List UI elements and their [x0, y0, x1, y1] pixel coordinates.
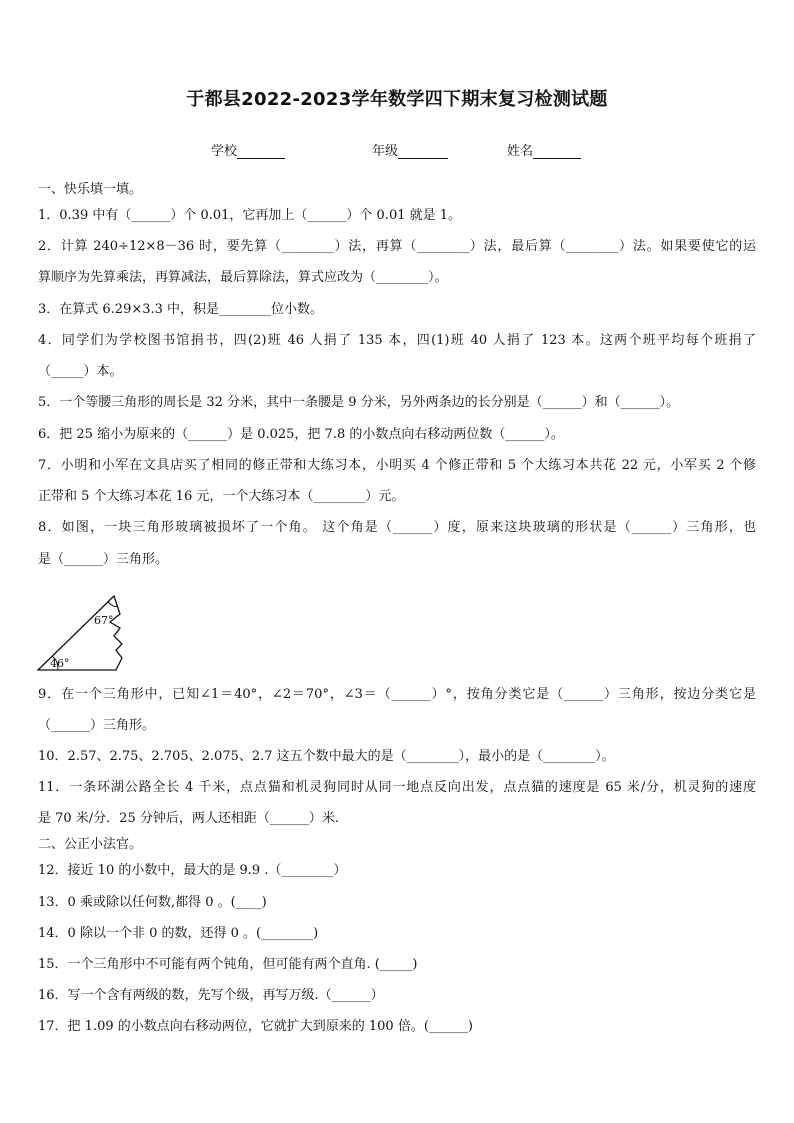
- school-label: 学校: [211, 144, 238, 159]
- top-angle-label: 67°: [94, 614, 114, 627]
- question-16: 16．写一个含有两级的数，先写个级，再写万级.（______）: [38, 988, 384, 1003]
- page-title: 于都县2022-2023学年数学四下期末复习检测试题: [186, 89, 608, 110]
- question-11-line-2: 是 70 米/分．25 分钟后，两人还相距（______）米.: [38, 811, 339, 826]
- question-13: 13．0 乘或除以任何数,都得 0 。(____): [38, 895, 267, 910]
- grade-label: 年级: [372, 144, 399, 159]
- name-field: [507, 140, 581, 159]
- name-label: 姓名: [507, 144, 534, 159]
- question-7-line-1: 7．小明和小军在文具店买了相同的修正带和大练习本，小明买 4 个修正带和 5 个大练习本共花 22 元，小军买 2 个修: [38, 458, 756, 473]
- question-15: 15．一个三角形中不可能有两个钝角，但可能有两个直角. (_____): [38, 957, 418, 972]
- question-4-line-1: 4．同学们为学校图书馆捐书，四(2)班 46 人捐了 135 本，四(1)班 40 人捐了 123 本。这两个班平均每个班捐了: [38, 333, 756, 348]
- name-blank[interactable]: [533, 144, 581, 159]
- question-9-line-2: （______）三角形。: [38, 718, 156, 733]
- section-1-heading: 一、快乐填一填。: [38, 182, 143, 197]
- school-field: [211, 140, 285, 159]
- question-8-line-1: 8．如图，一块三角形玻璃被损坏了一个角。 这个角是（______）度，原来这块玻璃的形状是（______）三角形，也: [38, 520, 756, 535]
- left-angle-label: 46°: [50, 657, 70, 670]
- question-14: 14．0 除以一个非 0 的数，还得 0 。(________): [38, 926, 319, 941]
- section-2-heading: 二、公正小法官。: [38, 837, 143, 852]
- school-blank[interactable]: [237, 144, 285, 159]
- question-17: 17．把 1.09 的小数点向右移动两位，它就扩大到原来的 100 倍。(______): [38, 1019, 473, 1034]
- question-2-line-2: 算顺序为先算乘法，再算减法，最后算除法，算式应改为（________）。: [38, 270, 448, 285]
- question-3: 3．在算式 6.29×3.3 中，积是________位小数。: [38, 302, 324, 317]
- question-11-line-1: 11．一条环湖公路全长 4 千米，点点猫和机灵狗同时从同一地点反向出发，点点猫的速度是 65 米/分，机灵狗的速度: [38, 780, 756, 795]
- grade-field: [372, 140, 448, 159]
- question-12: 12．接近 10 的小数中，最大的是 9.9 .（________）: [38, 863, 347, 878]
- question-8-line-2: 是（______）三角形。: [38, 552, 169, 567]
- broken-triangle-figure: [36, 588, 136, 672]
- grade-blank[interactable]: [398, 144, 448, 159]
- question-9-line-1: 9．在一个三角形中，已知∠1＝40°，∠2＝70°，∠3＝（______）°，按角分类它是（______）三角形，按边分类它是: [38, 687, 756, 702]
- question-5: 5．一个等腰三角形的周长是 32 分米，其中一条腰是 9 分米，另外两条边的长分别是（______）和（______）。: [38, 395, 680, 410]
- question-4-line-2: （_____）本。: [38, 364, 123, 379]
- question-1: 1．0.39 中有（______）个 0.01，它再加上（______）个 0.01 就是 1。: [38, 208, 462, 223]
- question-6: 6．把 25 缩小为原来的（______）是 0.025，把 7.8 的小数点向右移动两位数（______）。: [38, 427, 564, 442]
- question-7-line-2: 正带和 5 个大练习本花 16 元，一个大练习本（________）元。: [38, 489, 405, 504]
- question-2-line-1: 2．计算 240÷12×8－36 时，要先算（________）法，再算（________）法，最后算（________）法。如果要使它的运: [38, 239, 756, 254]
- question-10: 10．2.57、2.75、2.705、2.075、2.7 这五个数中最大的是（________），最小的是（________）。: [38, 749, 615, 764]
